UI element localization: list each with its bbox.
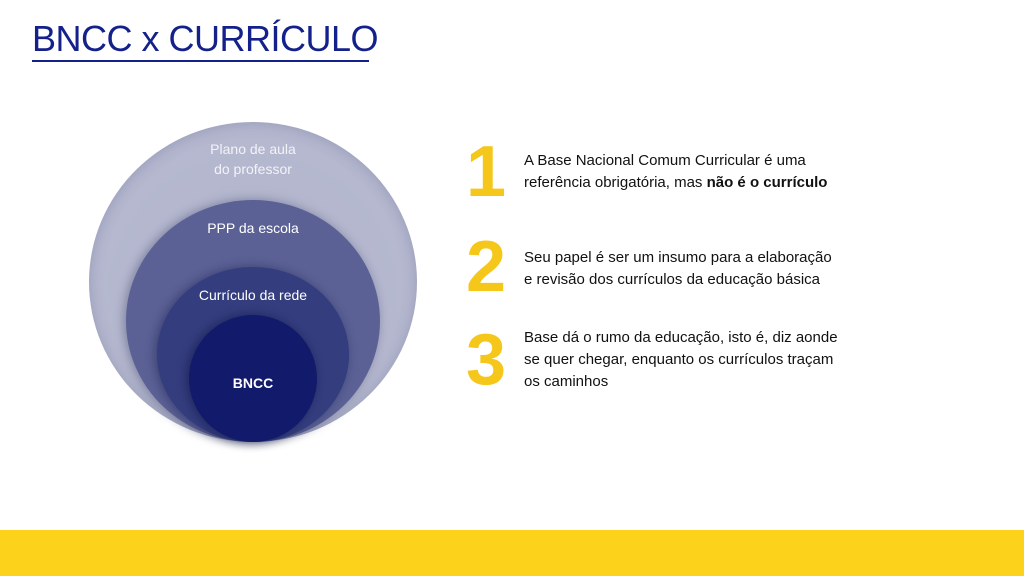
- circle-label-line: Plano de aula: [210, 141, 296, 157]
- circle-label-plano-de-aula: [193, 139, 313, 179]
- title-underline: [32, 60, 369, 62]
- point-number-2: 2: [466, 227, 507, 307]
- point-number-3: 3: [466, 320, 507, 400]
- point-number-1: 1: [466, 132, 507, 212]
- circle-label-curriculo-da-rede: Currículo da rede: [198, 287, 308, 303]
- point-text-1: [524, 150, 884, 194]
- point-text-line: se quer chegar, enquanto os currículos traçam: [524, 351, 834, 368]
- bottom-accent-bar: [0, 530, 1024, 576]
- point-text-line: Seu papel é ser um insumo para a elaboração: [524, 249, 832, 266]
- circle-label-line: do professor: [214, 161, 292, 177]
- point-text-line: os caminhos: [524, 373, 609, 390]
- point-text-segment: referência obrigatória, mas: [524, 174, 707, 191]
- point-text-3: [524, 327, 884, 393]
- circle-label-ppp-da-escola: PPP da escola: [207, 220, 299, 236]
- circle-label-bncc: BNCC: [232, 375, 274, 391]
- point-text-line: e revisão dos currículos da educação básica: [524, 271, 821, 288]
- point-text-line: Base dá o rumo da educação, isto é, diz aonde: [524, 329, 838, 346]
- point-text-line: [524, 172, 884, 194]
- slide-title: BNCC x CURRÍCULO: [32, 18, 379, 59]
- point-text-line: A Base Nacional Comum Curricular é uma: [524, 152, 806, 169]
- slide-title-block: [32, 18, 378, 62]
- point-text-emphasis: não é o currículo: [706, 174, 828, 191]
- point-text-2: [524, 247, 884, 291]
